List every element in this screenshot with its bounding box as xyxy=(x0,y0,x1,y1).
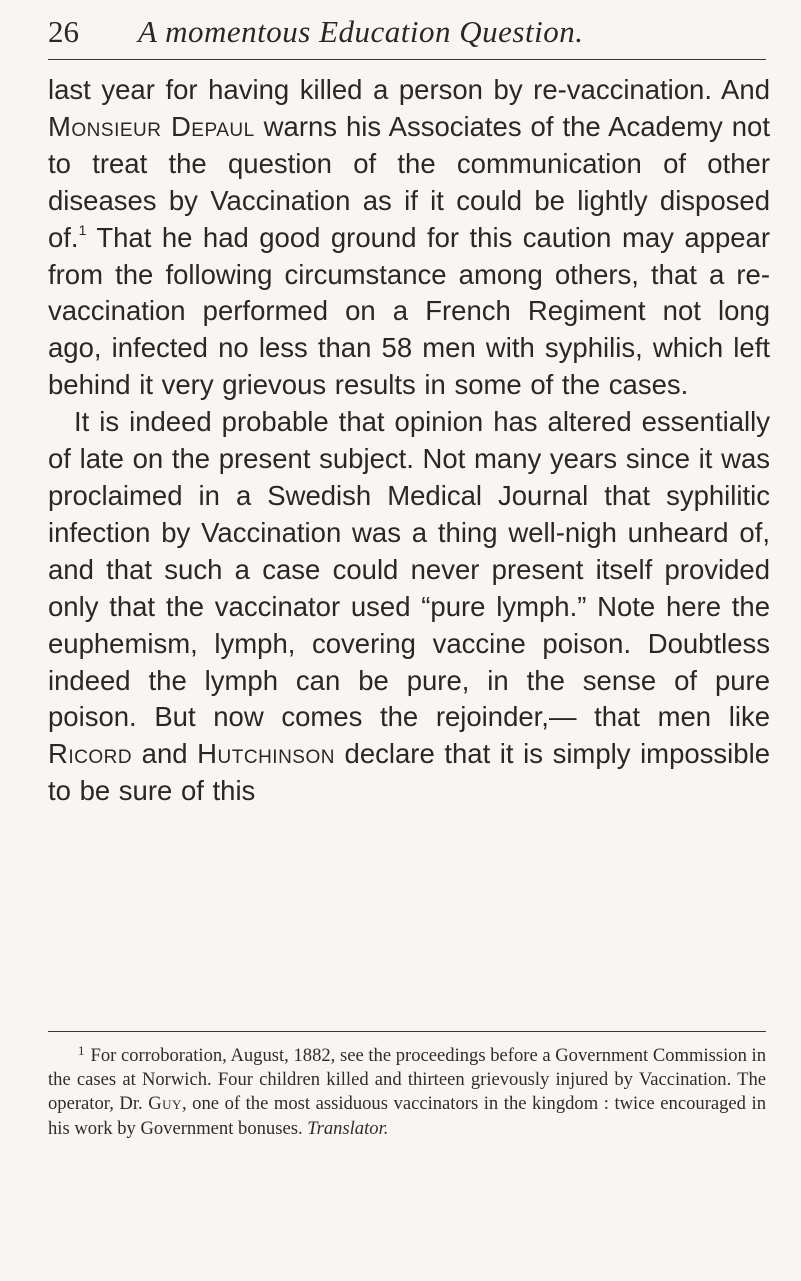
paragraph-2-text-b: and xyxy=(132,738,198,770)
paragraph-2 xyxy=(48,404,770,810)
name-depaul: Monsieur Depaul xyxy=(48,110,255,142)
name-hutchinson: Hutchinson xyxy=(197,738,335,770)
paragraph-1-text-b: warns his Associates of the Academy not to treat the question of the communication of other diseases by Vaccination as if it could be lightly disposed of. xyxy=(48,110,770,253)
paragraph-2-text-c: declare that it is simply impossible to be sure of this xyxy=(48,738,770,807)
running-title: A momentous Education Question. xyxy=(138,14,584,49)
footnote-reference: 1 xyxy=(78,221,87,238)
footnote xyxy=(48,1044,766,1141)
footnote-credit: Translator. xyxy=(307,1117,389,1139)
footnote-text-b: , one of the most assiduous vaccinators in the kingdom : twice encouraged in his work by Government bonuses. xyxy=(48,1093,767,1139)
page-header xyxy=(48,10,768,54)
footnote-text-a: For corroboration, August, 1882, see the proceedings before a Government Commission in the cases at Norwich. Four children killed and thirteen grievously injured by Vaccination. The operator, Dr. xyxy=(48,1045,766,1115)
header-rule xyxy=(48,59,766,60)
paragraph-1-text-c: That he had good ground for this caution may appear from the following circumstance among others, that a re-vaccination performed on a French Regiment not long ago, infected no less than 58 men with syphilis, which left behind it very grievous results in some of the cases. xyxy=(48,221,770,401)
name-ricord: Ricord xyxy=(48,738,133,770)
footnote-mark: 1 xyxy=(78,1043,85,1058)
paragraph-1 xyxy=(48,72,770,404)
paragraph-1-text-a: last year for having killed a person by re-vaccination. And xyxy=(48,74,770,105)
name-guy: Guy xyxy=(148,1093,182,1115)
paragraph-2-text-a: It is indeed probable that opinion has altered essentially of late on the present subject. Not many years since it was proclaimed in a Swedish Medical Journal that syphilitic infection by Vaccination was a thing well-nigh unheard of, and that such a case could never present itself provided only that the vaccinator used “pure lymph.” Note here the euphemism, lymph, covering vaccine poison. Doubtless indeed the lymph can be pure, in the sense of pure poison. But now comes the rejoinder,— that men like xyxy=(48,406,770,733)
footnote-rule xyxy=(48,1031,766,1032)
page-number: 26 xyxy=(48,14,79,49)
body-text xyxy=(48,72,770,810)
